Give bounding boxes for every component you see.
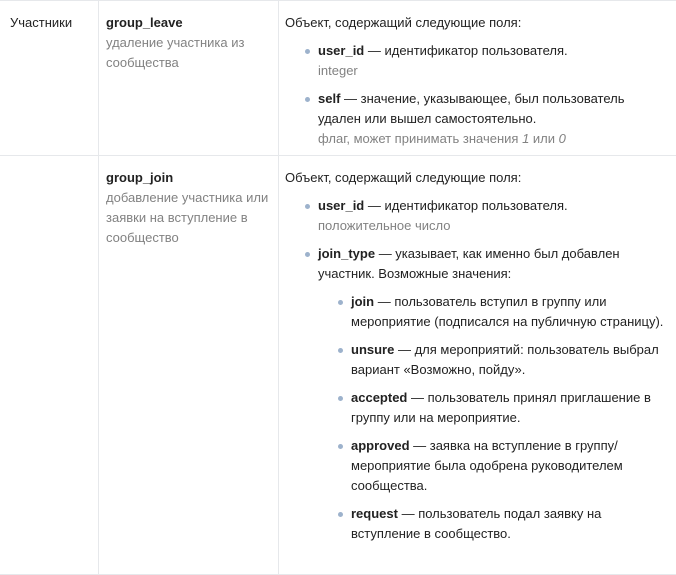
bullet-icon	[338, 512, 343, 517]
field-text: — идентификатор пользователя.	[364, 43, 568, 58]
list-item	[318, 504, 668, 544]
value-name: approved	[351, 438, 410, 453]
bullet-icon	[338, 348, 343, 353]
category-cell	[0, 156, 99, 574]
event-name: group_leave	[106, 15, 183, 30]
event-name: group_join	[106, 170, 174, 185]
object-intro: Объект, содержащий следующие поля:	[285, 170, 522, 185]
value-name: join	[351, 294, 375, 309]
object-cell	[279, 1, 676, 155]
bullet-icon	[305, 97, 310, 102]
value-list	[318, 292, 668, 544]
bullet-icon	[305, 252, 310, 257]
note-value: 1	[522, 131, 530, 146]
object-cell	[279, 156, 676, 574]
note-value: 0	[558, 131, 566, 146]
field-name: user_id	[318, 198, 365, 213]
value-text: — заявка на вступление в группу/мероприятие была одобрена руководителем сообщества.	[351, 438, 623, 493]
table-row	[0, 156, 676, 575]
event-description: удаление участника из сообщества	[106, 35, 245, 70]
list-item	[318, 292, 668, 332]
event-cell	[99, 156, 279, 574]
list-item	[285, 41, 668, 81]
note-prefix: флаг, может принимать значения	[318, 131, 523, 146]
field-text: — указывает, как именно был добавлен участник. Возможные значения:	[318, 246, 620, 281]
object-intro: Объект, содержащий следующие поля:	[285, 15, 522, 30]
value-text: — пользователь подал заявку на вступление в сообщество.	[351, 506, 602, 541]
field-name: self	[318, 91, 341, 106]
list-item	[318, 436, 668, 496]
bullet-icon	[338, 300, 343, 305]
category-cell	[0, 1, 99, 155]
field-text: — идентификатор пользователя.	[364, 198, 568, 213]
bullet-icon	[338, 396, 343, 401]
bullet-icon	[338, 444, 343, 449]
value-name: accepted	[351, 390, 408, 405]
list-item	[285, 244, 668, 544]
value-name: unsure	[351, 342, 395, 357]
list-item	[318, 388, 668, 428]
value-text: — для мероприятий: пользователь выбрал вариант «Возможно, пойду».	[351, 342, 659, 377]
note-mid: или	[529, 131, 559, 146]
category-label: Участники	[10, 15, 73, 30]
field-list	[285, 41, 668, 149]
field-note	[318, 129, 668, 149]
field-note: положительное число	[318, 218, 451, 233]
list-item	[318, 340, 668, 380]
value-text: — пользователь принял приглашение в группу или на мероприятие.	[351, 390, 651, 425]
list-item	[285, 196, 668, 236]
value-text: — пользователь вступил в группу или мероприятие (подписался на публичную страницу).	[351, 294, 664, 329]
field-text: — значение, указывающее, был пользователь удален или вышел самостоятельно.	[318, 91, 625, 126]
field-note: integer	[318, 63, 358, 78]
field-name: user_id	[318, 43, 365, 58]
table-row	[0, 1, 676, 156]
field-list	[285, 196, 668, 544]
event-cell	[99, 1, 279, 155]
bullet-icon	[305, 49, 310, 54]
field-name: join_type	[318, 246, 376, 261]
event-description: добавление участника или заявки на вступление в сообщество	[106, 190, 269, 245]
list-item	[285, 89, 668, 149]
bullet-icon	[305, 204, 310, 209]
value-name: request	[351, 506, 398, 521]
